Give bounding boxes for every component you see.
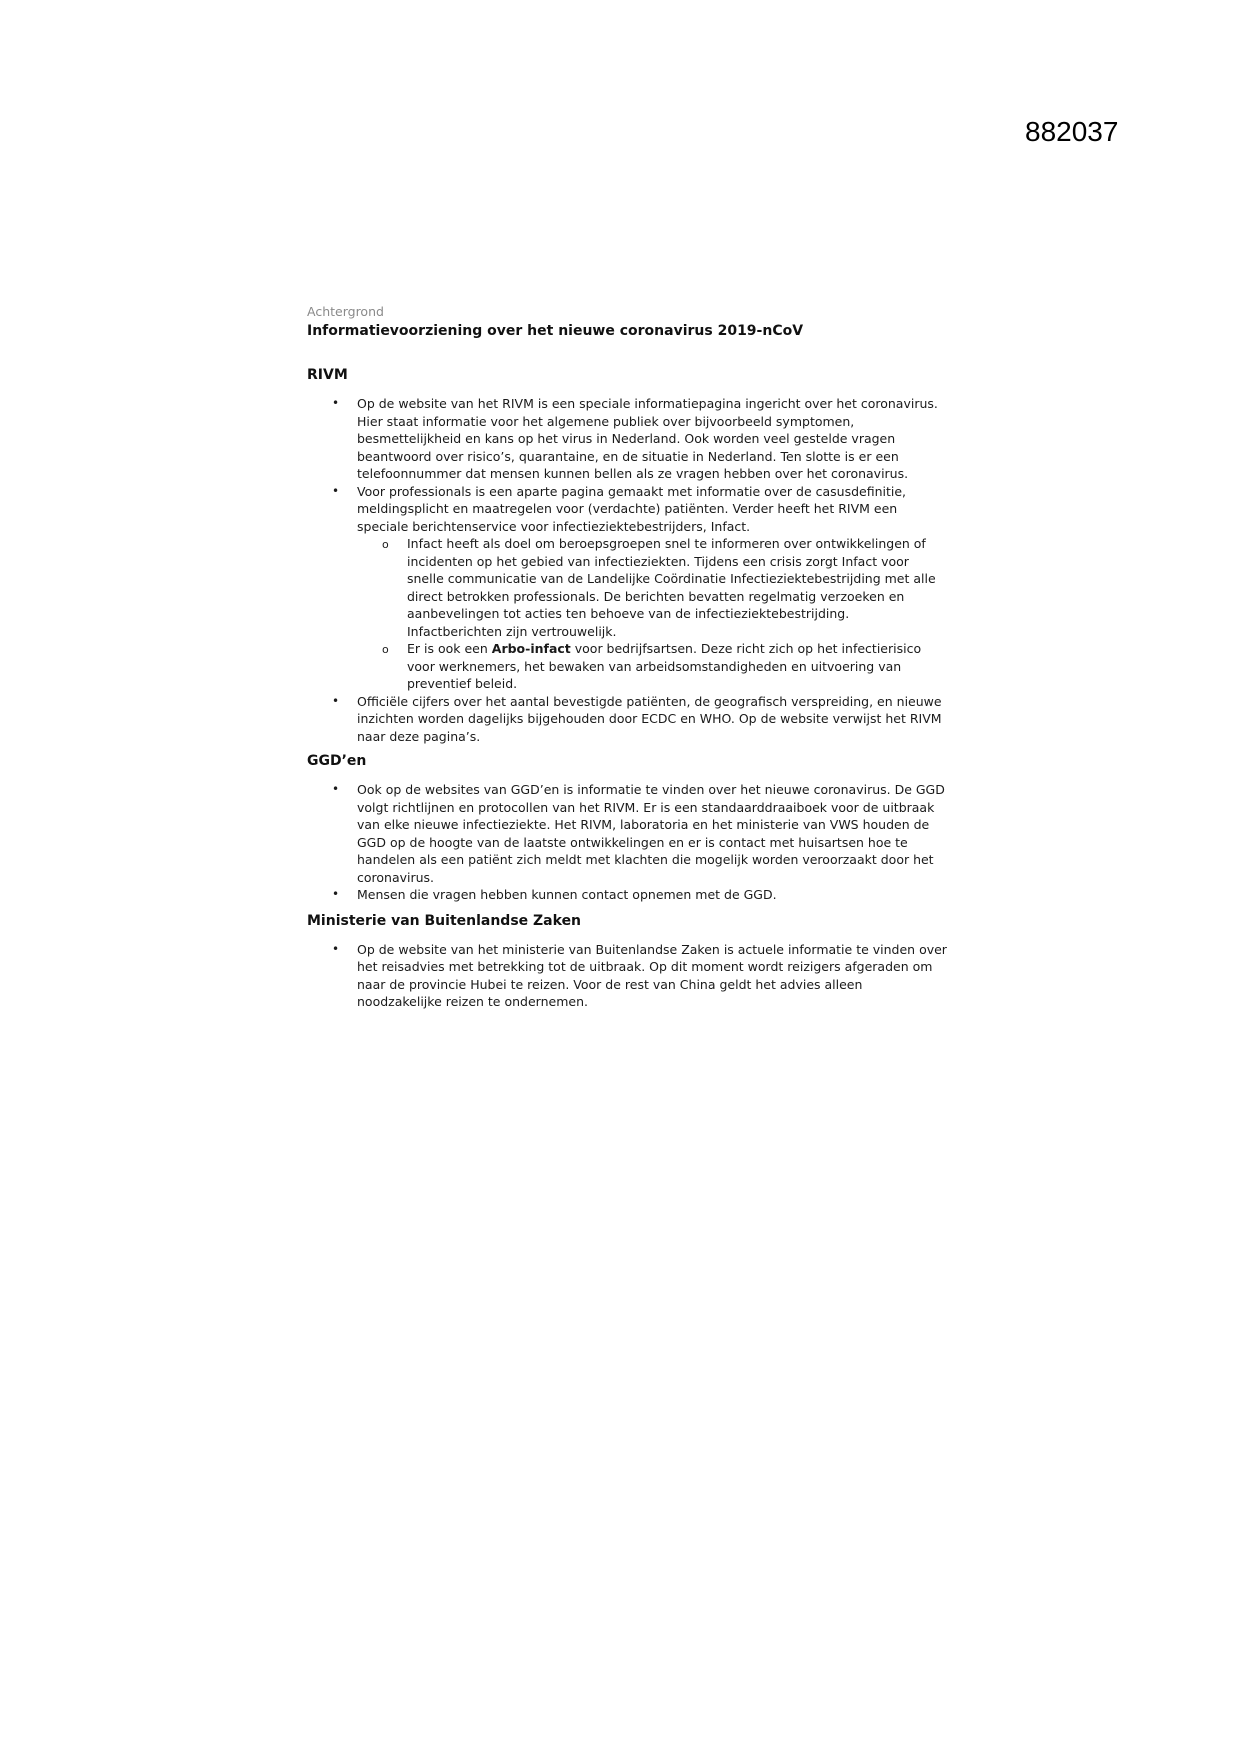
list-item-text: Mensen die vragen hebben kunnen contact opnemen met de GGD. bbox=[357, 887, 777, 902]
document-number: 882037 bbox=[1025, 116, 1119, 147]
bullet-icon: • bbox=[332, 483, 340, 498]
section-heading-rivm: RIVM bbox=[307, 367, 348, 383]
list-item bbox=[307, 693, 947, 746]
list-item-text: Officiële cijfers over het aantal bevestigde patiënten, de geografisch verspreiding, en nieuwe inzichten worden dagelijks bijgehouden door ECDC en WHO. Op de website verwijst het RIVM naar deze pagina’s. bbox=[357, 693, 942, 744]
list-item-text: Op de website van het RIVM is een speciale informatiepagina ingericht over het coronavirus. Hier staat informatie voor het algemene publiek over bijvoorbeeld symptomen, besmettelijkheid en kans op het virus in Nederland. Ook worden veel gestelde vragen beantwoord over risico’s, quarantaine, en de situatie in Nederland. Ten slotte is er een telefoonnummer dat mensen kunnen bellen als ze vragen hebben over het coronavirus. bbox=[357, 396, 938, 481]
list-item bbox=[307, 395, 947, 483]
sub-list-item-prefix: Er is ook een bbox=[407, 641, 492, 656]
list-item bbox=[307, 781, 947, 886]
sub-list-item-text: Infact heeft als doel om beroepsgroepen snel te informeren over ontwikkelingen of incidenten op het gebied van infectieziekten. Tijdens een crisis zorgt Infact voor snelle communicatie van de Landelijke Coördinatie Infectieziektebestrijding met alle direct betrokken professionals. De berichten bevatten regelmatig verzoeken en aanbevelingen tot acties ten behoeve van de infectieziektebestrijding. Infactberichten zijn vertrouwelijk. bbox=[407, 536, 936, 639]
circle-bullet-icon: o bbox=[382, 643, 389, 656]
bullet-icon: • bbox=[332, 396, 340, 410]
infact-sublist bbox=[357, 535, 947, 693]
section-heading-minbz: Ministerie van Buitenlandse Zaken bbox=[307, 912, 582, 929]
list-item-text: Ook op de websites van GGD’en is informatie te vinden over het nieuwe coronavirus. De GGD volgt richtlijnen en protocollen van het RIVM. Er is een standaarddraaiboek voor de uitbraak van elke nieuwe infectieziekte. Het RIVM, laboratoria en het ministerie van VWS houden de GGD op de hoogte van de laatste ontwikkelingen en er is contact met huisartsen hoe te handelen als een patiënt zich meldt met klachten die mogelijk worden veroorzaakt door het coronavirus. bbox=[357, 782, 945, 885]
arbo-infact-term: Arbo-infact bbox=[491, 641, 571, 656]
list-item-text: Voor professionals is een aparte pagina gemaakt met informatie over de casusdefinitie, meldingsplicht en maatregelen voor (verdachte) patiënten. Verder heeft het RIVM een speciale berichtenservice voor infectieziektebestrijders, Infact. bbox=[357, 483, 907, 534]
document-label: Achtergrond bbox=[307, 304, 384, 319]
list-item bbox=[307, 941, 947, 1011]
list-item bbox=[307, 483, 947, 693]
bullet-icon: • bbox=[332, 941, 340, 956]
sub-list-item-rest: voor bedrijfsartsen. Deze richt zich op het infectierisico voor werknemers, het bewaken van arbeidsomstandigheden en uitvoering van preventief beleid. bbox=[407, 641, 922, 691]
bullet-icon: • bbox=[332, 693, 340, 708]
bullet-icon: • bbox=[332, 782, 340, 796]
sub-list-item bbox=[357, 535, 947, 640]
minbz-list bbox=[307, 941, 947, 1011]
rivm-list bbox=[307, 395, 947, 745]
ggd-list bbox=[307, 781, 947, 904]
circle-bullet-icon: o bbox=[382, 538, 389, 551]
section-heading-ggd: GGD’en bbox=[307, 753, 367, 769]
sub-list-item bbox=[357, 640, 947, 693]
document-body bbox=[307, 303, 947, 1011]
bullet-icon: • bbox=[332, 887, 340, 901]
list-item-text: Op de website van het ministerie van Buitenlandse Zaken is actuele informatie te vinden over het reisadvies met betrekking tot de uitbraak. Op dit moment wordt reizigers afgeraden om naar de provincie Hubei te reizen. Voor de rest van China geldt het advies alleen noodzakelijke reizen te ondernemen. bbox=[357, 941, 947, 1009]
document-title: Informatievoorziening over het nieuwe coronavirus 2019-nCoV bbox=[307, 323, 804, 339]
list-item bbox=[307, 886, 947, 904]
